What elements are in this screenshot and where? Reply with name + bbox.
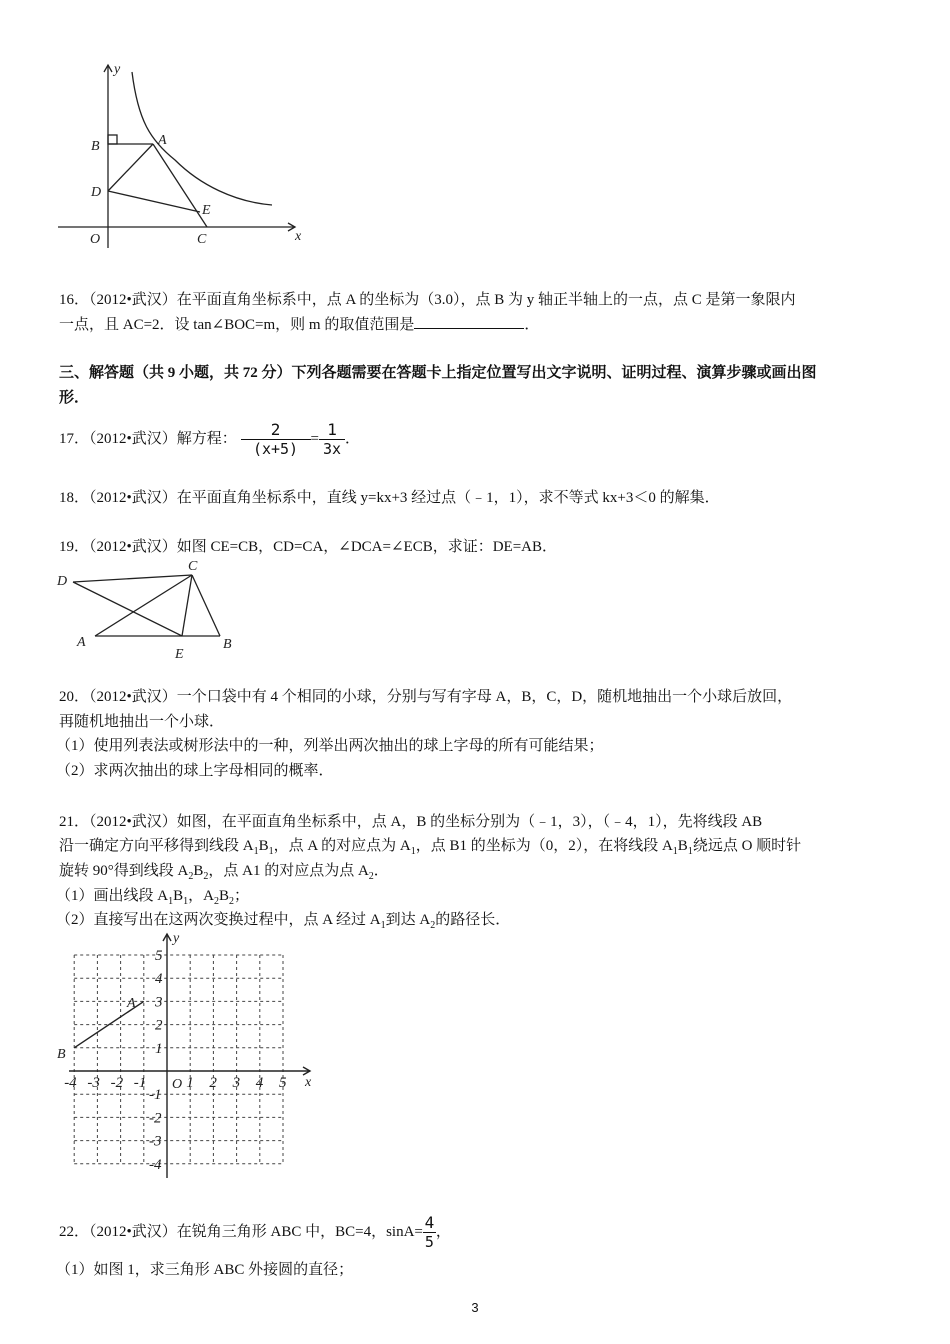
q21-t: B — [193, 863, 204, 879]
x-tick-label: 2 — [209, 1075, 217, 1091]
x-tick-label: 1 — [186, 1075, 194, 1091]
sub: 1 — [168, 896, 174, 907]
q17 — [59, 420, 360, 458]
y-tick-label: 3 — [155, 994, 163, 1011]
q21-t: 绕远点 O 顺时针 — [692, 838, 802, 854]
x-tick-label: 3 — [232, 1075, 241, 1091]
q17-num1: 2 — [270, 420, 281, 440]
sub: 1 — [268, 846, 274, 857]
sub: 1 — [410, 846, 416, 857]
sub: 2 — [203, 871, 209, 882]
q21-t: 旋转 90°得到线段 A — [59, 863, 189, 879]
label-C: C — [188, 559, 198, 574]
q21-t: ，A — [188, 888, 214, 904]
q21-grid-figure — [55, 928, 325, 1183]
sub: 1 — [183, 896, 189, 907]
label-y: y — [114, 62, 121, 77]
label-A: A — [158, 133, 167, 148]
q17-den2: 3x — [319, 439, 345, 458]
q20-part2: （2）求两次抽出的球上字母相同的概率． — [56, 763, 334, 779]
label-D: D — [57, 574, 68, 589]
q16-line1: 16．（2012•武汉）在平面直角坐标系中，点 A 的坐标为（3.0），点 B 为 y 轴正半轴上的一点，点 C 是第一象限内 — [59, 292, 796, 308]
label-A: A — [127, 996, 136, 1011]
sub: 1 — [672, 846, 678, 857]
q18: 18．（2012•武汉）在平面直角坐标系中，直线 y=kx+3 经过点（﹣1，1），求不等式 kx+3＜0 的解集． — [59, 490, 720, 506]
q22-end: ， — [435, 1224, 451, 1240]
sub: 2 — [228, 896, 234, 907]
q20-part1: （1）使用列表法或树形法中的一种，列举出两次抽出的球上字母的所有可能结果； — [56, 738, 604, 754]
label-x: x — [305, 1075, 312, 1090]
sub: 2 — [430, 920, 436, 931]
q22-prefix: 22．（2012•武汉）在锐角三角形 ABC 中，BC=4，sinA= — [59, 1224, 423, 1240]
right-angle-mark — [108, 135, 117, 144]
q20-line2: 再随机地抽出一个小球． — [59, 714, 225, 730]
label-O: O — [90, 232, 101, 247]
section3-heading-line1: 三、解答题（共 9 小题，共 72 分）下列各题需要在答题卡上指定位置写出文字说明、证明过程、演算步骤或画出图 — [59, 365, 817, 381]
x-tick-label: -1 — [133, 1075, 147, 1091]
q17-end: ． — [345, 431, 361, 447]
q21-t: B — [218, 888, 229, 904]
q16-text: 一点，且 AC=2．设 tan∠BOC=m，则 m 的取值范围是 — [59, 317, 415, 333]
q21-t: ，点 A 的对应点为 A — [273, 838, 411, 854]
label-O: O — [172, 1077, 183, 1092]
q17-den1: (x+5) — [241, 439, 311, 458]
segment-AD — [108, 144, 153, 191]
y-tick-label: 2 — [155, 1017, 163, 1034]
label-x: x — [295, 229, 302, 244]
sub: 2 — [188, 871, 194, 882]
q19: 19．（2012•武汉）如图 CE=CB，CD=CA，∠DCA=∠ECB，求证：DE=AB． — [59, 539, 558, 555]
q17-fraction-2 — [319, 421, 345, 458]
q19-figure — [55, 558, 245, 663]
sub: 2 — [368, 871, 374, 882]
y-tick-label: -3 — [149, 1133, 162, 1150]
q21-t: ； — [233, 888, 249, 904]
y-tick-label: 5 — [155, 948, 163, 964]
q22-num: 4 — [424, 1213, 435, 1233]
q17-prefix: 17．（2012•武汉）解方程： — [59, 431, 237, 447]
label-B: B — [223, 637, 232, 652]
segment-CE — [182, 575, 192, 636]
x-tick-label: 4 — [255, 1075, 264, 1091]
y-tick-label: -2 — [149, 1110, 162, 1127]
y-tick-label: -1 — [149, 1087, 162, 1104]
segment-CB — [192, 575, 220, 636]
q15-figure — [50, 60, 320, 255]
segment-AC — [153, 144, 207, 227]
q22 — [59, 1212, 451, 1252]
q21-t: ． — [373, 863, 389, 879]
q22-part1: （1）如图 1，求三角形 ABC 外接圆的直径； — [56, 1262, 354, 1278]
hyperbola-curve — [132, 72, 272, 205]
q21-t: ，点 B1 的坐标为（0，2），在将线段 A — [415, 838, 673, 854]
x-tick-label: 5 — [279, 1075, 287, 1091]
q16-line2 — [59, 312, 539, 338]
page-number: 3 — [471, 1300, 479, 1315]
y-tick-label: 1 — [155, 1040, 163, 1057]
q22-fraction — [423, 1214, 436, 1251]
segment-AC — [95, 575, 192, 636]
label-A: A — [77, 635, 86, 650]
label-C: C — [197, 232, 207, 247]
q21-t: 的路径长． — [435, 912, 511, 928]
q21-t: （2）直接写出在这两次变换过程中，点 A 经过 A — [56, 912, 381, 928]
label-B: B — [57, 1047, 66, 1062]
y-tick-label: 4 — [155, 971, 163, 988]
x-tick-label: -4 — [64, 1075, 77, 1091]
label-B: B — [91, 139, 100, 154]
label-E: E — [202, 203, 211, 218]
q20-line1: 20．（2012•武汉）一个口袋中有 4 个相同的小球，分别与写有字母 A，B，C，D，随机地抽出一个小球后放回， — [59, 689, 793, 705]
segment-DC — [73, 575, 192, 582]
q22-den: 5 — [424, 1233, 434, 1252]
sub: 1 — [687, 846, 693, 857]
q21-t: （1）画出线段 A — [56, 888, 169, 904]
q16-end: ． — [524, 317, 540, 333]
q21-t: B — [677, 838, 688, 854]
q21-t: B — [173, 888, 184, 904]
x-tick-label: -3 — [87, 1075, 100, 1091]
q17-num2: 1 — [327, 420, 337, 440]
label-y: y — [173, 931, 180, 946]
q21-t: 沿一确定方向平移得到线段 A — [59, 838, 254, 854]
q17-eq: = — [310, 431, 319, 447]
sub: 2 — [213, 896, 219, 907]
q17-fraction-1 — [241, 421, 311, 458]
section3-heading-line2: 形． — [59, 390, 90, 406]
y-tick-label: -4 — [149, 1156, 162, 1173]
sub: 1 — [253, 846, 259, 857]
q21-t: ，点 A1 的对应点为点 A — [208, 863, 369, 879]
q21-t: 到达 A — [385, 912, 431, 928]
label-E: E — [175, 647, 184, 662]
q21-line1: 21．（2012•武汉）如图，在平面直角坐标系中，点 A，B 的坐标分别为（﹣1，3），（﹣4，1），先将线段 AB — [59, 814, 763, 830]
label-D: D — [91, 185, 102, 200]
x-tick-label: -2 — [110, 1075, 124, 1091]
answer-blank — [414, 312, 524, 329]
segment-DE — [73, 582, 182, 636]
sub: 1 — [380, 920, 386, 931]
q21-t: B — [258, 838, 269, 854]
